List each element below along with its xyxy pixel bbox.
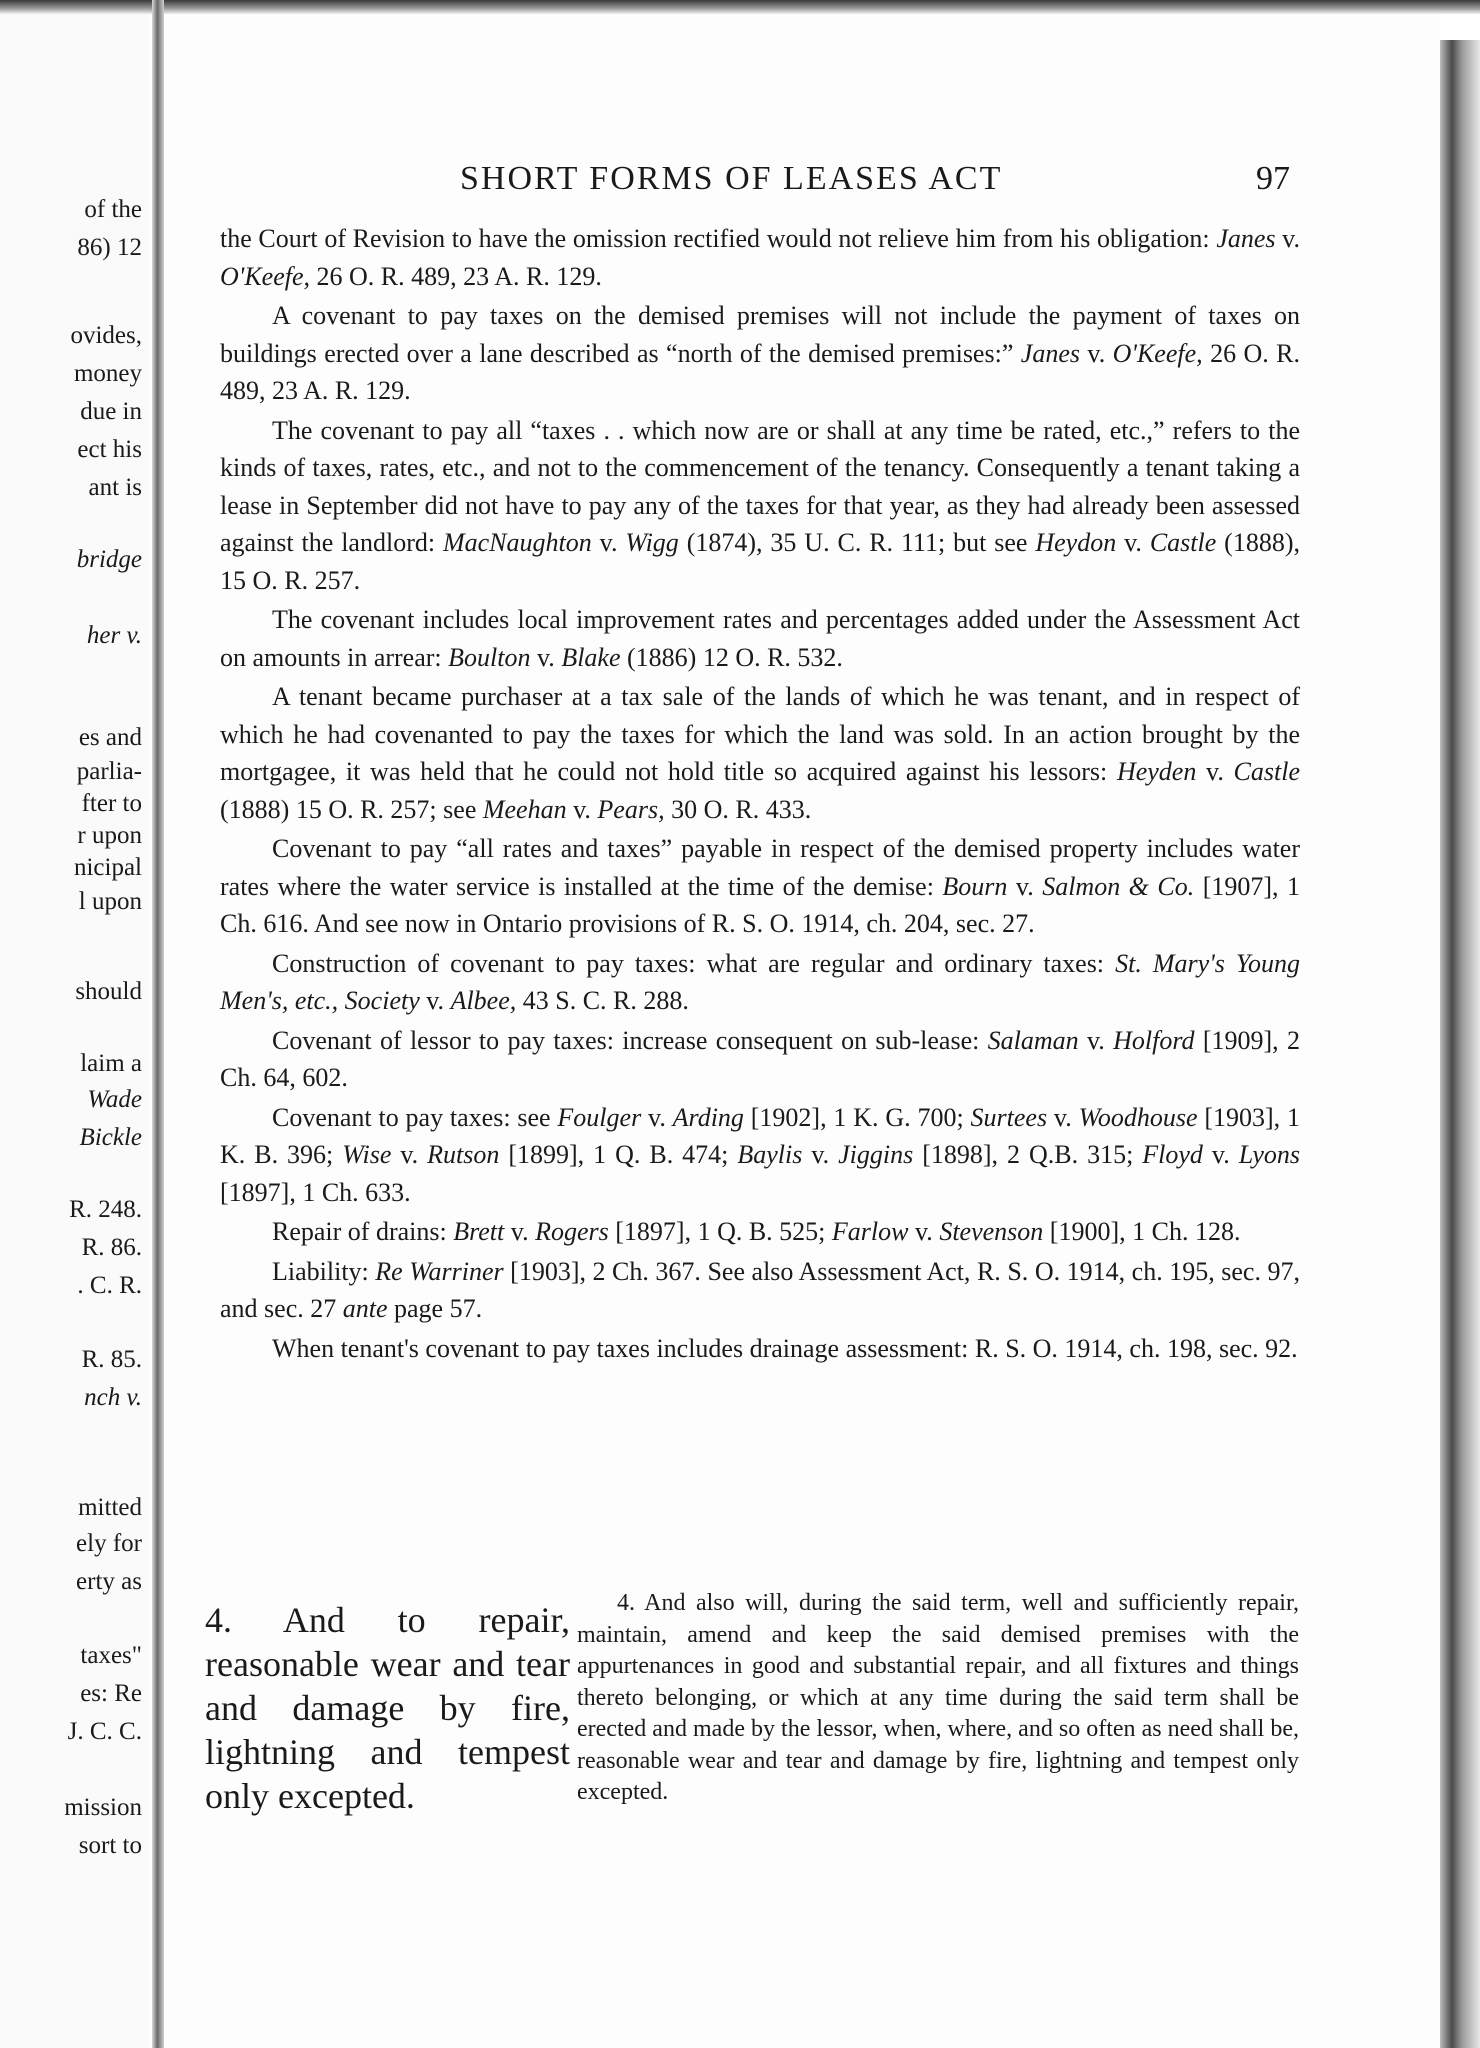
text-run: v. [1047,1102,1079,1132]
text-run: v. [1116,528,1150,557]
paragraph [220,1099,1300,1212]
text-run: (1888), 15 O. R. 257. [220,528,1300,595]
text-run: v. [1196,757,1234,786]
case-name: ante [342,1294,388,1323]
text-run: 26 O. R. 489, 23 A. R. 129. [310,261,602,291]
text-run: v. [591,528,626,557]
text-run: A covenant to pay taxes on the demised premises will not include the payment of taxes on buildings erected over a lane described as “north of the demised premises:” [220,301,1300,368]
facing-page-text: es: Re [80,1680,142,1707]
paragraph [220,1253,1300,1328]
text-run: [1900], 1 Ch. 128. [1043,1217,1241,1246]
paragraph [220,678,1300,828]
commentary-body [220,220,1300,1369]
text-run: [1903], 1 K. B. 396; [220,1102,1300,1169]
facing-page-text: mission [64,1794,142,1821]
case-name: Rutson [427,1140,500,1169]
facing-page-fragment [0,14,150,2048]
facing-page-text: r upon [77,822,142,849]
case-name: Farlow [831,1217,909,1246]
facing-page-text: should [75,978,142,1005]
text-run: (1886) 12 O. R. 532. [620,642,843,672]
facing-page-text: money [73,360,142,387]
section-side-title: 4. And to repair, reasonable wear and tear and damage by fire, lightning and tempest only excepted. [205,1600,570,1816]
text-run: [1897], 1 Ch. 633. [220,1177,411,1207]
book-right-edge [1440,40,1480,2048]
text-run: [1898], 2 Q.B. 315; [913,1140,1143,1169]
case-name: Albee, [450,986,517,1015]
text-run: Covenant of lessor to pay taxes: increase consequent on sub-lease: [272,1025,988,1055]
text-run: 26 O. R. 489, 23 A. R. 129. [220,338,1301,405]
facing-page-text: bridge [76,546,142,573]
case-name: Brett [453,1217,505,1246]
case-name: Castle [1149,528,1217,557]
case-name: Blake [561,642,621,672]
facing-page-text: J. C. C. [67,1718,142,1745]
text-run: v. [504,1217,536,1246]
section-text: 4. And also will, during the said term, well and sufficiently repair, maintain, amend and keep the said demised premises with the appurtenances in good and substantial repair, and all fixtures and things thereto belonging, or which at any time during the said term shall be erected and made by the lessor, when, where, and so often as need shall be, reasonable wear and tear and damage by fire, lightning and tempest only excepted. [577,1590,1299,1805]
case-name: Heyden [1116,757,1197,786]
text-run: When tenant's covenant to pay taxes includes drainage assessment: R. S. O. 1914, ch. 198, sec. 92. [272,1333,1298,1363]
case-name: Bourn [942,871,1008,901]
text-run: Construction of covenant to pay taxes: what are regular and ordinary taxes: [272,948,1116,978]
facing-page-text: of the [84,196,142,223]
paragraph [220,830,1300,943]
case-name: O'Keefe, [220,261,311,291]
case-name: Re Warriner [375,1256,504,1286]
text-run: v. [391,1140,428,1169]
text-run: Repair of drains: [272,1217,454,1246]
paragraph [220,297,1300,410]
text-run: [1907], 1 Ch. 616. And see now in Ontario provisions of R. S. O. 1914, ch. 204, sec. 27. [220,871,1300,938]
case-name: Woodhouse [1078,1102,1198,1132]
facing-page-text: l upon [78,888,142,915]
text-run: [1903], 2 Ch. 367. See also Assessment Act, R. S. O. 1914, ch. 195, sec. 97, and sec. 27 [220,1256,1300,1323]
facing-page-text: mitted [78,1494,142,1521]
case-name: Castle [1233,757,1300,786]
page-header [460,160,1290,204]
text-run: (1888) 15 O. R. 257; see [220,794,483,824]
case-name: Jiggins [838,1140,914,1169]
case-name: Baylis [737,1140,803,1169]
text-run: 30 O. R. 433. [664,794,812,824]
text-run: The covenant includes local improvement rates and percentages added under the Assessment Act on amounts in arrear: [220,605,1300,672]
facing-page-text: ect his [77,436,142,463]
case-name: O'Keefe, [1112,338,1203,368]
facing-page-text: R. 86. [81,1234,142,1261]
case-name: Foulger [557,1102,642,1132]
case-name: Boulton [448,642,531,672]
facing-page-text: nicipal [73,854,142,881]
text-run: the Court of Revision to have the omission rectified would not relieve him from his obligation: [220,224,1217,253]
paragraph [220,412,1300,600]
book-top-edge [0,0,1480,14]
case-name: Wise [342,1140,392,1169]
text-run: [1909], 2 Ch. 64, 602. [220,1025,1300,1092]
facing-page-text: 86) 12 [77,234,142,261]
facing-page-text: erty as [76,1568,142,1595]
text-run: v. [1007,871,1043,901]
facing-page-text: parlia- [76,758,142,785]
facing-page-text: sort to [78,1832,142,1859]
text-run: v. [530,642,562,672]
case-name: Rogers [535,1217,609,1246]
facing-page-text: Bickle [79,1124,142,1151]
text-run: [1899], 1 Q. B. 474; [499,1140,738,1169]
paragraph [220,1022,1300,1097]
text-run: page 57. [387,1294,483,1323]
case-name: Stevenson [939,1217,1044,1246]
case-name: Salmon & Co. [1042,871,1195,901]
facing-page-text: due in [80,398,142,425]
paragraph [220,601,1300,676]
text-run: v. [641,1102,673,1132]
facing-page-text: es and [78,724,142,751]
case-name: Surtees [970,1102,1048,1132]
case-name: Pears, [597,794,665,824]
paragraph [220,945,1300,1020]
case-name: Wigg [625,528,679,557]
text-run: [1902], 1 K. G. 700; [743,1102,971,1132]
text-run: v. [1079,338,1113,368]
case-name: Meehan [482,794,567,824]
book-gutter [152,0,164,2048]
paragraph [220,1330,1300,1368]
paragraph [220,220,1300,295]
text-run: A tenant became purchaser at a tax sale of the lands of which he was tenant, and in respect of which he had covenanted to pay the taxes for which the land was sold. In an action brought by the mortgagee, it was held that he could not hold title so acquired against his lessors: [220,682,1300,786]
running-head: SHORT FORMS OF LEASES ACT [460,160,1003,197]
text-run: (1874), 35 U. C. R. 111; but see [678,528,1036,557]
case-name: Lyons [1238,1140,1301,1169]
text-run: The covenant to pay all “taxes . . which now are or shall at any time be rated, etc.,” refers to the kinds of taxes, rates, etc., and not to the commencement of the tenancy. Consequently a tenant taking a lease in September did not have to pay any of the taxes for that year, as they had already been assessed against the landlord: [220,415,1300,557]
text-run: v. [1202,1140,1239,1169]
case-name: Salaman [987,1025,1079,1055]
facing-page-text: R. 248. [69,1196,142,1223]
text-run: v. [1078,1025,1114,1055]
paragraph [220,1213,1300,1251]
text-run: 43 S. C. R. 288. [516,986,689,1015]
case-name: MacNaughton [442,528,592,557]
facing-page-text: ely for [76,1530,142,1557]
case-name: Holford [1113,1025,1195,1055]
case-name: Floyd [1142,1140,1203,1169]
text-run: Liability: [272,1256,376,1286]
text-run: v. [908,1217,940,1246]
text-run: Covenant to pay taxes: see [272,1102,558,1132]
case-name: Arding [672,1102,744,1132]
text-run: v. [566,794,598,824]
text-run: Covenant to pay “all rates and taxes” payable in respect of the demised property includes water rates where the water service is installed at the time of the demise: [220,834,1300,901]
case-name: Heydon [1035,528,1117,557]
facing-page-text: fter to [81,790,142,817]
facing-page-text: taxes" [80,1642,142,1669]
case-name: Janes [1216,224,1276,253]
facing-page-text: ovides, [70,322,142,349]
case-name: St. Mary's Young Men's, etc., Society [220,948,1300,1015]
facing-page-text: Wade [87,1086,142,1113]
text-run: v. [1275,224,1300,253]
facing-page-text: ant is [88,474,142,501]
facing-page-text: . C. R. [77,1272,142,1299]
facing-page-text: laim a [80,1050,142,1077]
text-run: v. [802,1140,839,1169]
facing-page-text: R. 85. [81,1346,142,1373]
facing-page-text: nch v. [84,1384,142,1411]
page-number: 97 [1256,160,1290,197]
text-run: v. [419,986,451,1015]
facing-page-text: her v. [86,622,142,649]
text-run: [1897], 1 Q. B. 525; [608,1217,832,1246]
case-name: Janes [1020,338,1080,368]
